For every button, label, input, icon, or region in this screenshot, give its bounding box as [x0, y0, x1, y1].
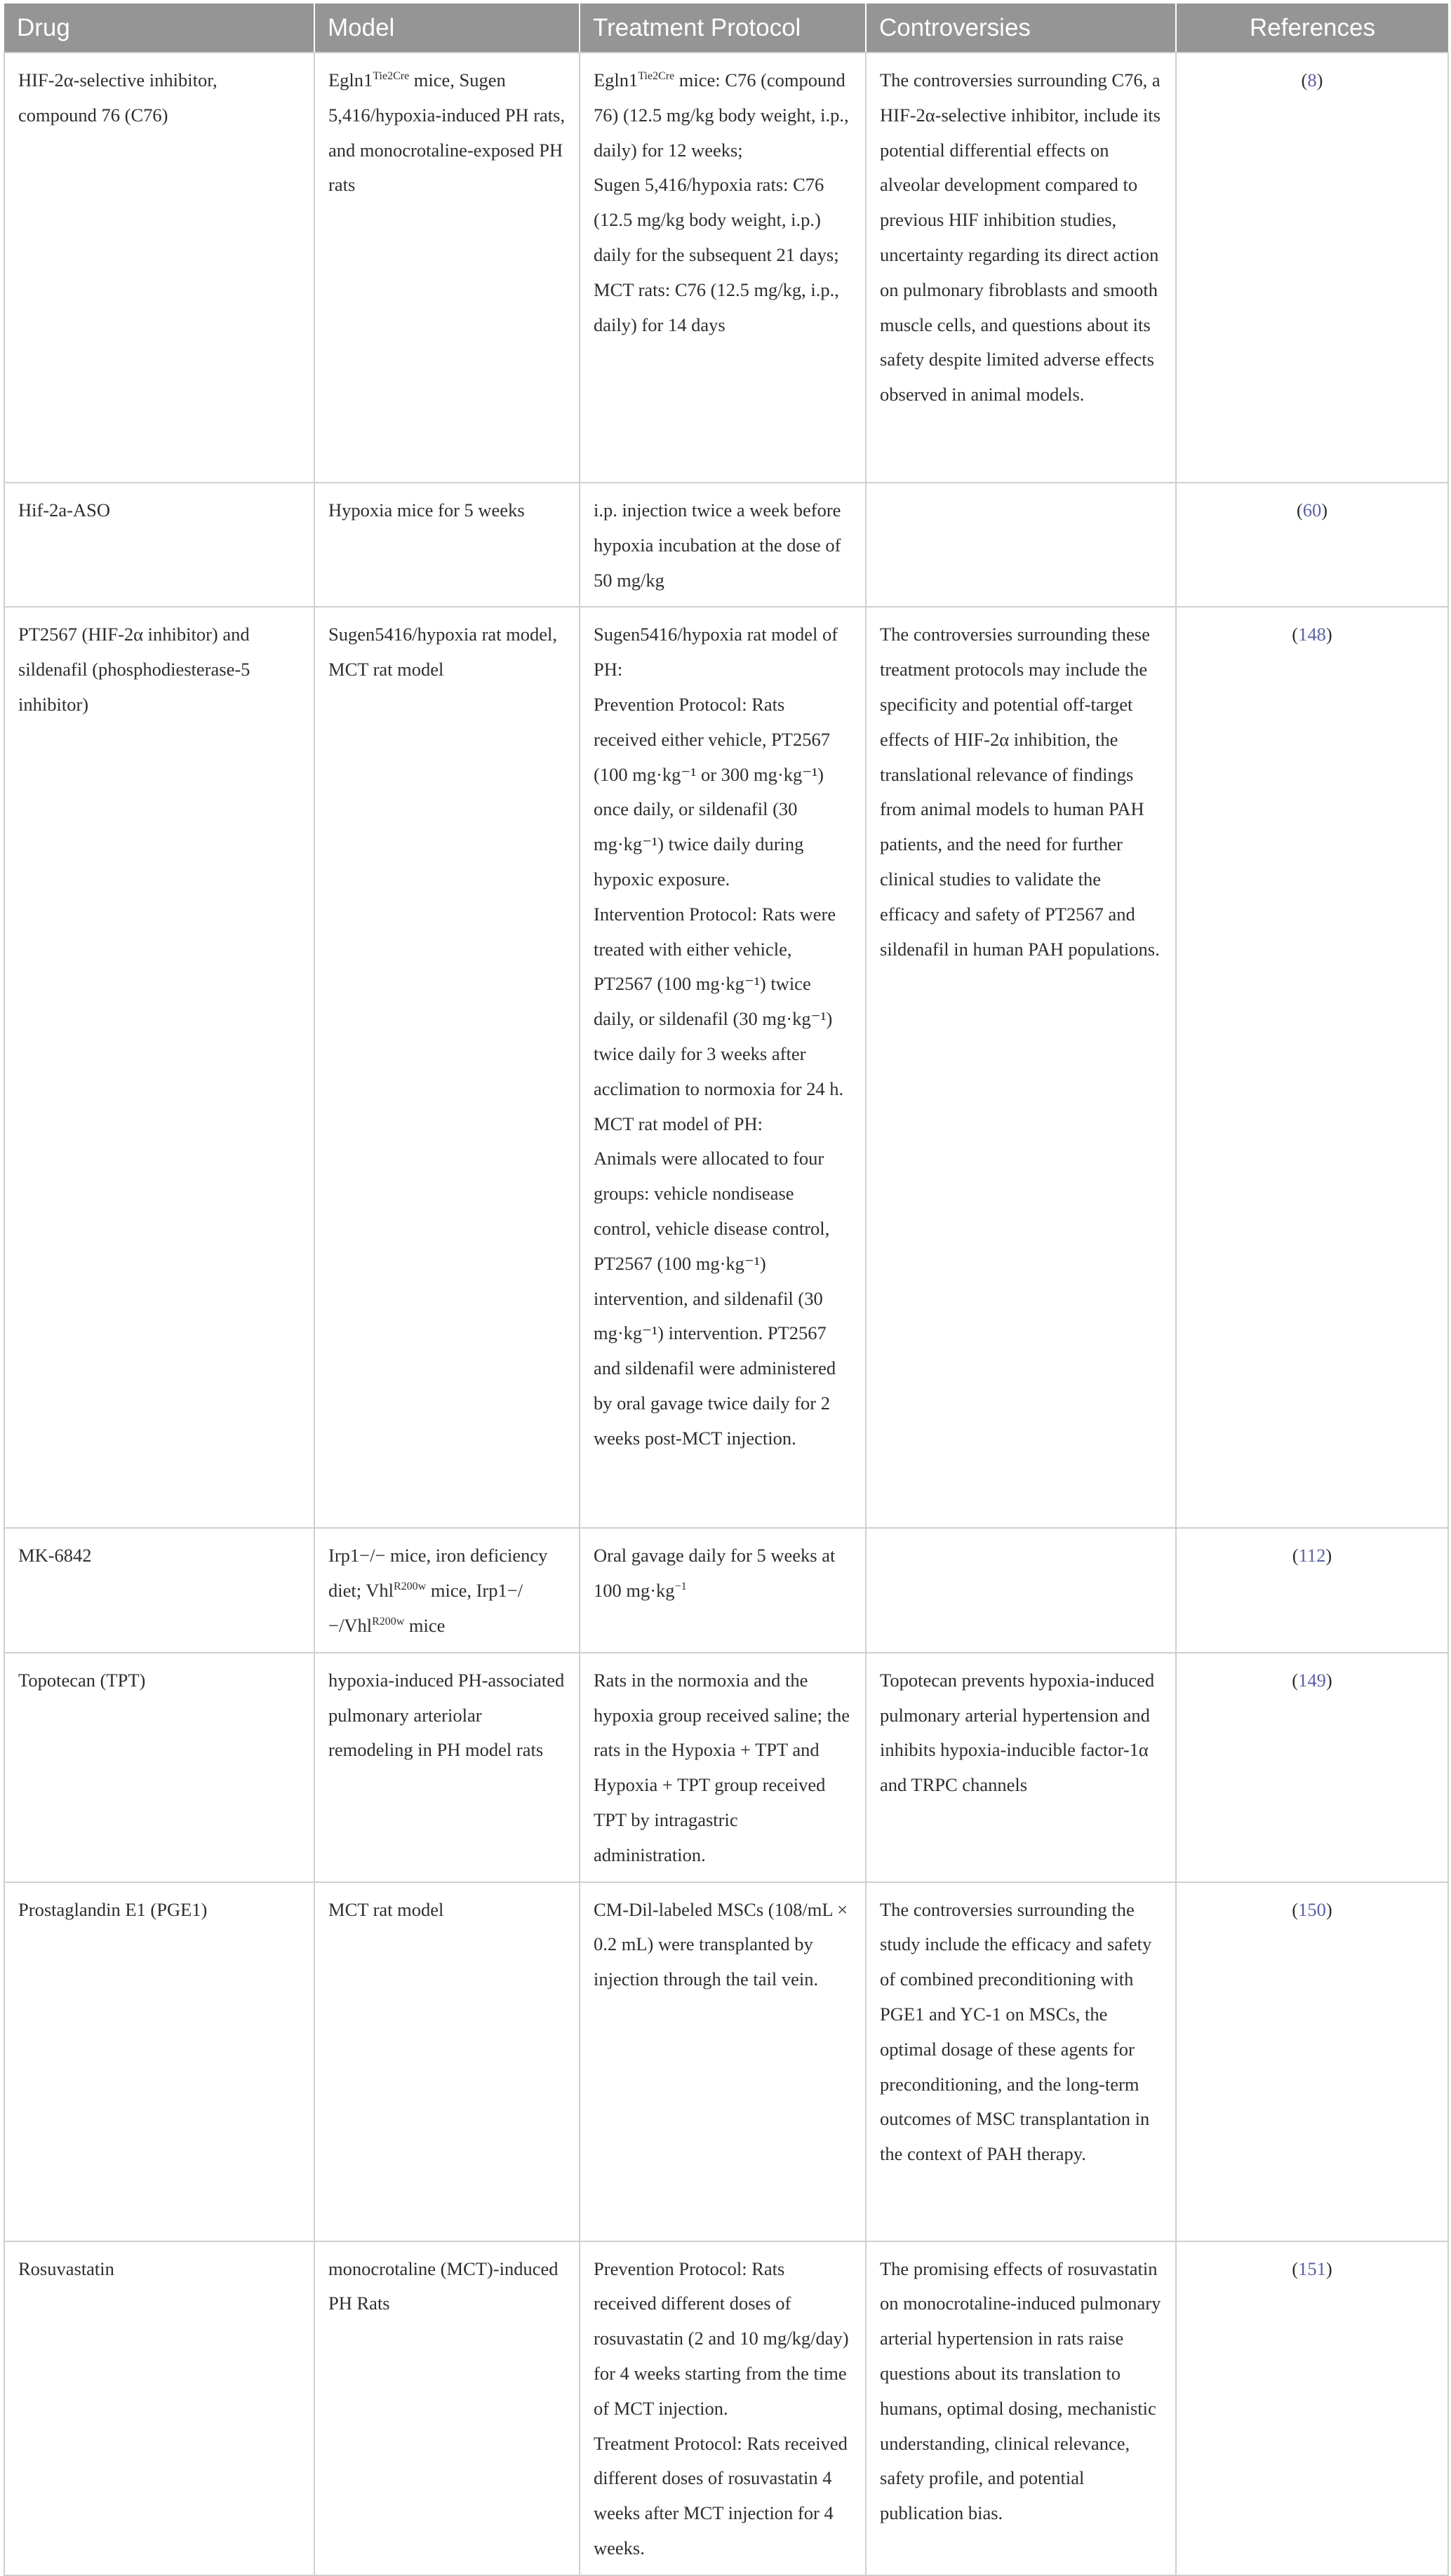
drug-cell: Topotecan (TPT): [4, 1653, 314, 1882]
protocol-superscript: −1: [674, 1581, 687, 1593]
reference-cell: (149): [1176, 1653, 1448, 1882]
controversies-cell: [866, 1528, 1176, 1652]
reference-cell: (60): [1176, 483, 1448, 607]
model-cell: [314, 53, 580, 483]
model-cell: Sugen5416/hypoxia rat model, MCT rat model: [314, 607, 580, 1528]
protocol-text: mice: C76 (compound 76) (12.5 mg/kg body weight, i.p., daily) for 12 weeks;: [594, 69, 849, 161]
drug-cell: Hif-2a-ASO: [4, 483, 314, 607]
protocol-line: [594, 63, 852, 168]
model-cell: [314, 1528, 580, 1652]
header-references: References: [1176, 4, 1448, 53]
drug-table: [4, 4, 1449, 2576]
protocol-line: MCT rat model of PH:: [594, 1113, 763, 1134]
reference-link[interactable]: 8: [1307, 69, 1317, 90]
reference-cell: (150): [1176, 1882, 1448, 2241]
reference-cell: (151): [1176, 2241, 1448, 2575]
protocol-text: Oral gavage daily for 5 weeks at 100 mg·kg: [594, 1545, 836, 1602]
protocol-line: Animals were allocated to four groups: vehicle nondisease control, vehicle disease control, PT2567 (100 mg·kg⁻¹) intervention, and sildenafil (30 mg·kg⁻¹) intervention. PT2567 and sildenafil were administered by oral gavage twice daily for 2 weeks post-MCT injection.: [594, 1148, 836, 1449]
protocol-line: Prevention Protocol: Rats received different doses of rosuvastatin (2 and 10 mg/kg/day) for 4 weeks starting from the time of MCT injection.: [594, 2258, 849, 2419]
reference-link[interactable]: 151: [1298, 2258, 1326, 2279]
drug-cell: [4, 53, 314, 483]
model-cell: Hypoxia mice for 5 weeks: [314, 483, 580, 607]
drug-cell: Rosuvastatin: [4, 2241, 314, 2575]
header-row: [4, 4, 1448, 53]
table-row: [4, 2241, 1448, 2575]
controversies-cell: Topotecan prevents hypoxia-induced pulmonary arterial hypertension and inhibits hypoxia-inducible factor-1α and TRPC channels: [866, 1653, 1176, 1882]
protocol-cell: i.p. injection twice a week before hypoxia incubation at the dose of 50 mg/kg: [580, 483, 866, 607]
model-text: Irp1−/− mice, iron deficiency diet; Vhl: [328, 1545, 548, 1602]
reference-link[interactable]: 149: [1298, 1669, 1326, 1691]
protocol-text: Egln1: [594, 69, 638, 90]
header-controversies: Controversies: [866, 4, 1176, 53]
model-text: mice: [404, 1614, 446, 1636]
protocol-cell: [580, 1528, 866, 1652]
model-text: mice, Sugen 5,416/hypoxia-induced PH rats, and monocrotaline-exposed PH rats: [328, 69, 566, 196]
protocol-cell: [580, 53, 866, 483]
reference-link[interactable]: 60: [1302, 499, 1322, 521]
protocol-cell: CM-Dil-labeled MSCs (108/mL × 0.2 mL) were transplanted by injection through the tail vein.: [580, 1882, 866, 2241]
table-row: [4, 607, 1448, 1528]
model-superscript: R200w: [394, 1581, 427, 1593]
table-row: [4, 53, 1448, 483]
protocol-line: Treatment Protocol: Rats received different doses of rosuvastatin 4 weeks after MCT injection for 4 weeks.: [594, 2432, 848, 2558]
controversies-cell: [866, 483, 1176, 607]
protocol-cell: [580, 2241, 866, 2575]
protocol-cell: Rats in the normoxia and the hypoxia group received saline; the rats in the Hypoxia + TPT and Hypoxia + TPT group received TPT by intragastric administration.: [580, 1653, 866, 1882]
reference-cell: (8): [1176, 53, 1448, 483]
protocol-line: MCT rats: C76 (12.5 mg/kg, i.p., daily) for 14 days: [594, 279, 839, 335]
table-row: [4, 1528, 1448, 1652]
controversies-cell: The controversies surrounding the study include the efficacy and safety of combined preconditioning with PGE1 and YC-1 on MSCs, the optimal dosage of these agents for preconditioning, and the long-term outcomes of MSC transplantation in the context of PAH therapy.: [866, 1882, 1176, 2241]
header-treatment-protocol: Treatment Protocol: [580, 4, 866, 53]
model-superscript: Tie2Cre: [373, 70, 410, 83]
model-text: Egln1: [328, 69, 373, 90]
drug-name: HIF-2α-selective inhibitor, compound 76 (C76): [18, 69, 218, 126]
protocol-line: Intervention Protocol: Rats were treated with either vehicle, PT2567 (100 mg·kg⁻¹) twice daily, or sildenafil (30 mg·kg⁻¹) twice daily for 3 weeks after acclimation to normoxia for 24 h.: [594, 903, 844, 1099]
model-cell: hypoxia-induced PH-associated pulmonary arteriolar remodeling in PH model rats: [314, 1653, 580, 1882]
protocol-line: Prevention Protocol: Rats received either vehicle, PT2567 (100 mg·kg⁻¹ or 300 mg·kg⁻¹) once daily, or sildenafil (30 mg·kg⁻¹) twice daily during hypoxic exposure.: [594, 693, 830, 890]
reference-link[interactable]: 112: [1298, 1545, 1326, 1567]
reference-link[interactable]: 150: [1298, 1898, 1326, 1920]
protocol-line: Sugen 5,416/hypoxia rats: C76 (12.5 mg/kg body weight, i.p.) daily for the subsequent 21 days;: [594, 174, 839, 265]
drug-cell: MK-6842: [4, 1528, 314, 1652]
reference-cell: (148): [1176, 607, 1448, 1528]
protocol-superscript: Tie2Cre: [638, 70, 675, 83]
protocol-line: Sugen5416/hypoxia rat model of PH:: [594, 624, 838, 680]
model-text: mice, Irp1−/−/Vhl: [328, 1580, 523, 1636]
reference-cell: (112): [1176, 1528, 1448, 1652]
table-row: [4, 1653, 1448, 1882]
protocol-cell: [580, 607, 866, 1528]
header-drug: Drug: [4, 4, 314, 53]
table-row: [4, 1882, 1448, 2241]
model-cell: MCT rat model: [314, 1882, 580, 2241]
controversies-cell: The controversies surrounding these treatment protocols may include the specificity and potential off-target effects of HIF-2α inhibition, the translational relevance of findings from animal models to human PAH patients, and the need for further clinical studies to validate the efficacy and safety of PT2567 and sildenafil in human PAH populations.: [866, 607, 1176, 1528]
reference-link[interactable]: 148: [1298, 624, 1326, 645]
header-model: Model: [314, 4, 580, 53]
table-row: [4, 483, 1448, 607]
drug-cell: PT2567 (HIF-2α inhibitor) and sildenafil (phosphodiesterase-5 inhibitor): [4, 607, 314, 1528]
drug-cell: Prostaglandin E1 (PGE1): [4, 1882, 314, 2241]
controversies-cell: The promising effects of rosuvastatin on monocrotaline-induced pulmonary arterial hypertension in rats raise questions about its translation to humans, optimal dosing, mechanistic understanding, clinical relevance, safety profile, and potential publication bias.: [866, 2241, 1176, 2575]
controversies-cell: The controversies surrounding C76, a HIF-2α-selective inhibitor, include its potential differential effects on alveolar development compared to previous HIF inhibition studies, uncertainty regarding its direct action on pulmonary fibroblasts and smooth muscle cells, and questions about its safety despite limited adverse effects observed in animal models.: [866, 53, 1176, 483]
model-cell: monocrotaline (MCT)-induced PH Rats: [314, 2241, 580, 2575]
model-superscript: R200w: [372, 1616, 405, 1628]
